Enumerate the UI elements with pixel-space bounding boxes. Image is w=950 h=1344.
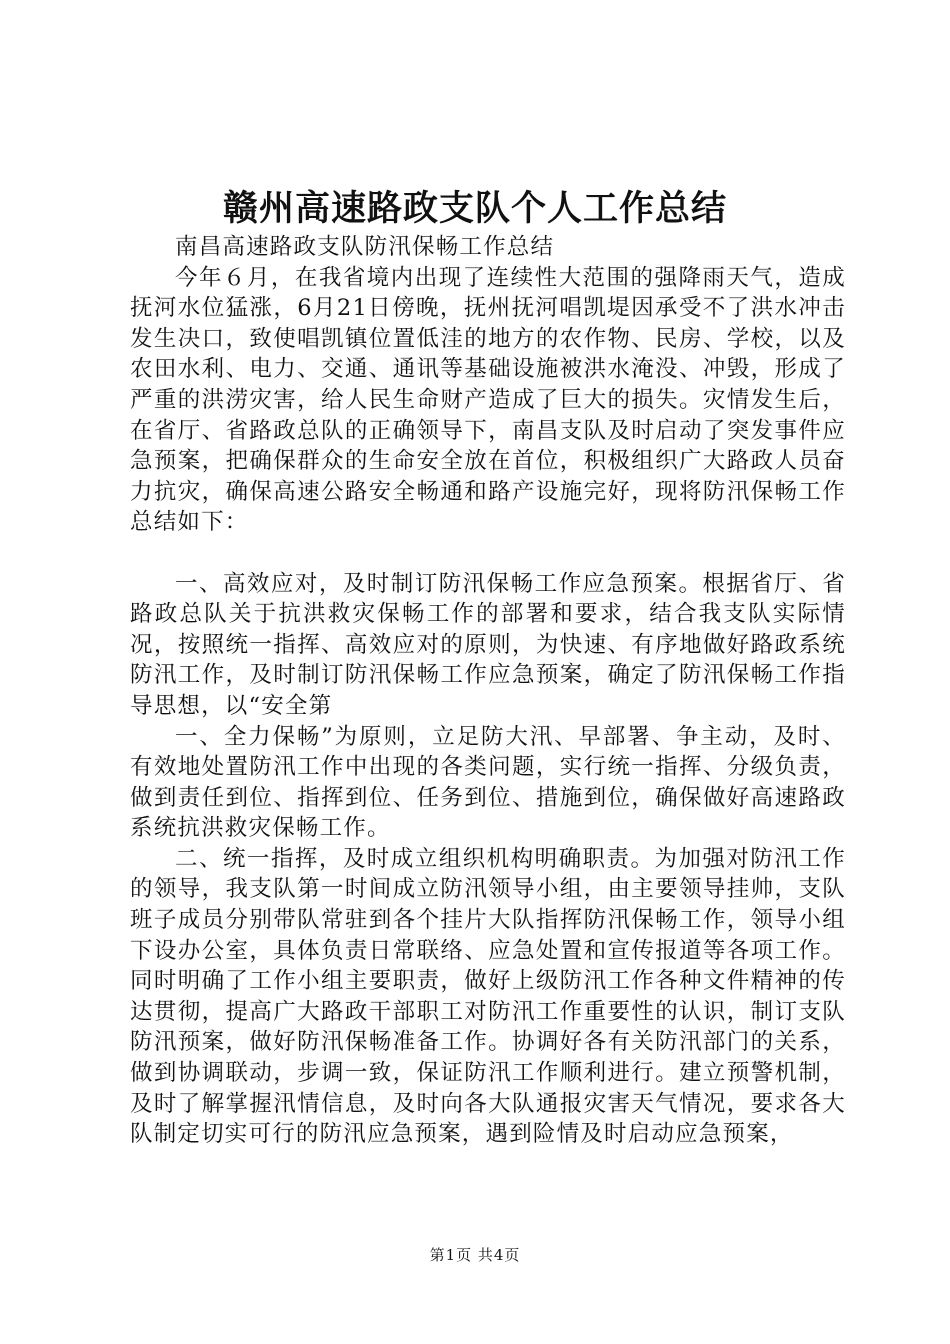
document-title: 赣州高速路政支队个人工作总结 [222,188,727,229]
section-one-continued-paragraph: 一、全力保畅”为原则，立足防大汛、早部署、争主动，及时、有效地处置防汛工作中出现的各类问题，实行统一指挥、分级负责，做到责任到位、指挥到位、任务到位、措施到位，确保做好高速路政系统抗洪救灾保畅工作。 [130,723,846,842]
subtitle-paragraph: 南昌高速路政支队防汛保畅工作总结 [175,234,555,260]
page-footer: 第1页 共4页 [429,1246,521,1264]
document-body [130,232,846,1150]
section-one-paragraph: 一、高效应对，及时制订防汛保畅工作应急预案。根据省厅、省路政总队关于抗洪救灾保畅工作的部署和要求，结合我支队实际情况，按照统一指挥、高效应对的原则，为快速、有序地做好路政系统防汛工作，及时制订防汛保畅工作应急预案，确定了防汛保畅工作指导思想，以“安全第 [130,570,846,719]
section-two-paragraph: 二、统一指挥，及时成立组织机构明确职责。为加强对防汛工作的领导，我支队第一时间成立防汛领导小组，由主要领导挂帅，支队班子成员分别带队常驻到各个挂片大队指挥防汛保畅工作，领导小组下设办公室，具体负责日常联络、应急处置和宣传报道等各项工作。同时明确了工作小组主要职责，做好上级防汛工作各种文件精神的传达贯彻，提高广大路政干部职工对防汛工作重要性的认识，制订支队防汛预案，做好防汛保畅准备工作。协调好各有关防汛部门的关系，做到协调联动，步调一致，保证防汛工作顺利进行。建立预警机制，及时了解掌握汛情信息，及时向各大队通报灾害天气情况，要求各大队制定切实可行的防汛应急预案，遇到险情及时启动应急预案， [130,845,846,1148]
paragraph-spacer [130,538,846,569]
intro-paragraph: 今年６月，在我省境内出现了连续性大范围的强降雨天气，造成抚河水位猛涨，6月21日傍晚，抚州抚河唱凯堤因承受不了洪水冲击发生决口，致使唱凯镇位置低洼的地方的农作物、民房、学校，以及农田水利、电力、交通、通讯等基础设施被洪水淹没、冲毁，形成了严重的洪涝灾害，给人民生命财产造成了巨大的损失。灾情发生后，在省厅、省路政总队的正确领导下，南昌支队及时启动了突发事件应急预案，把确保群众的生命安全放在首位，积极组织广大路政人员奋力抗灾，确保高速公路安全畅通和路产设施完好，现将防汛保畅工作总结如下： [130,264,846,536]
